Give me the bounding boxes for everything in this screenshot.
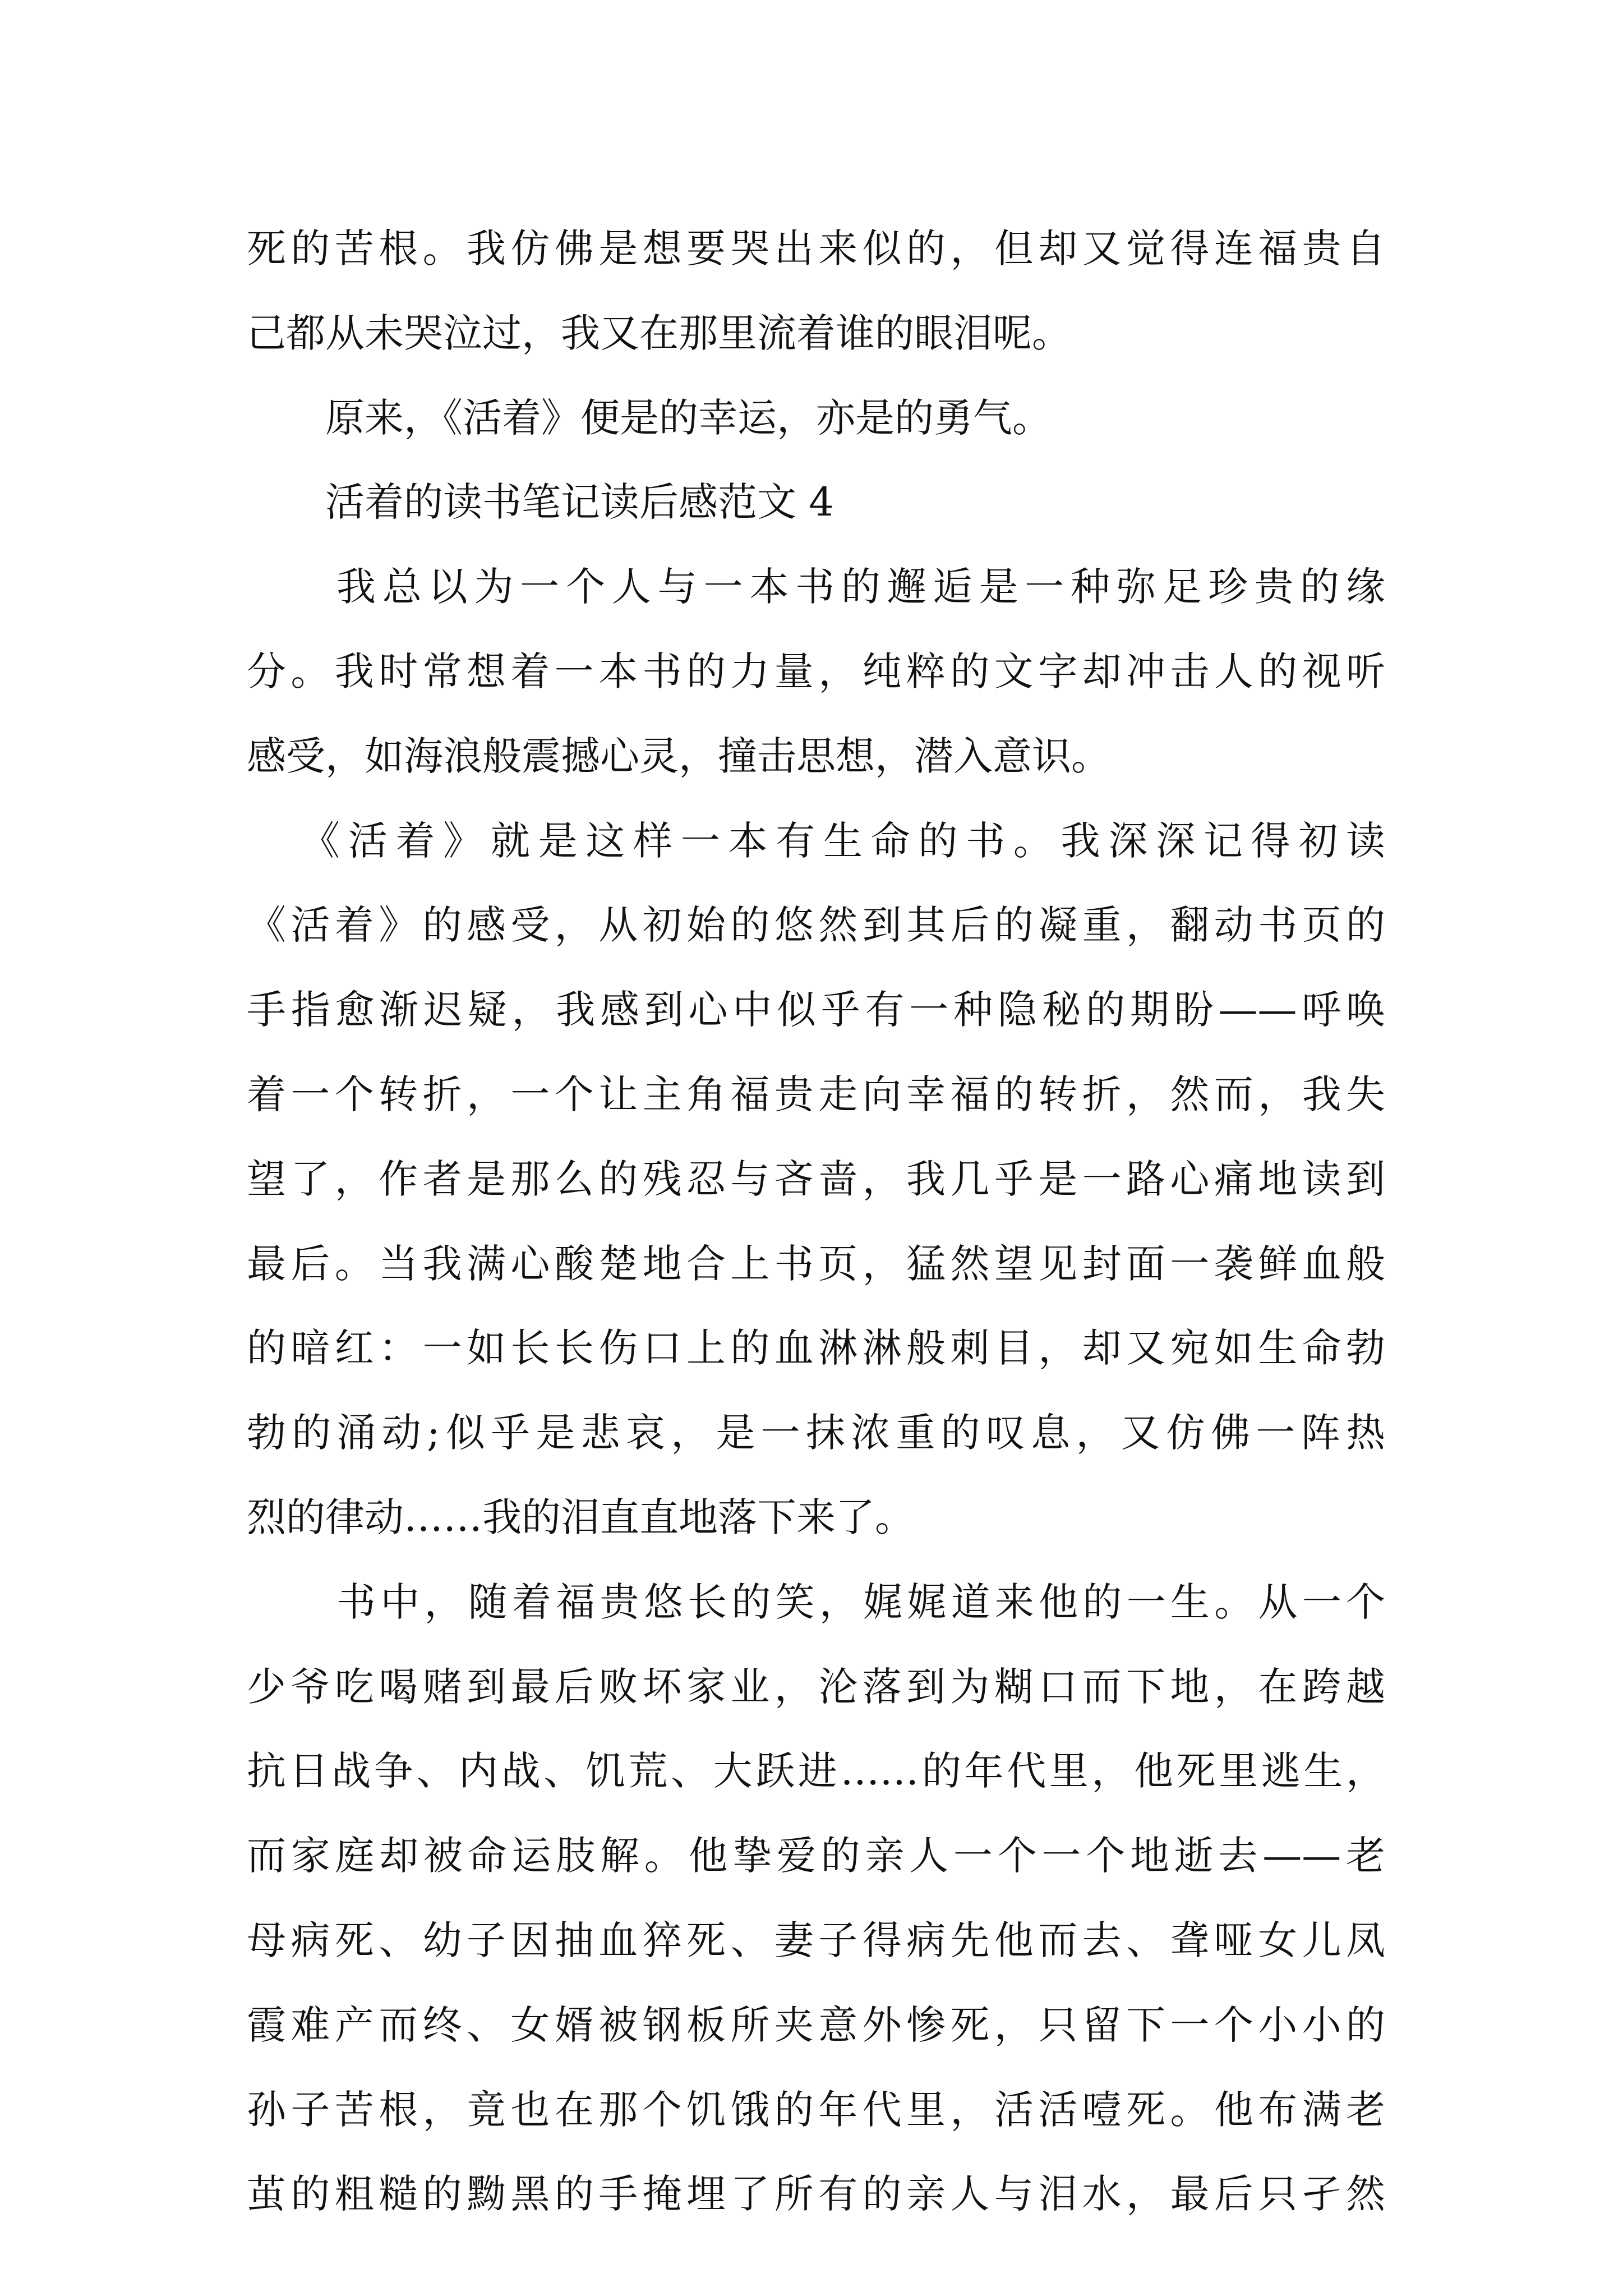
text-line: 《活着》的感受，从初始的悠然到其后的凝重，翻动书页的 bbox=[247, 902, 1385, 949]
text-line: 茧的粗糙的黝黑的手掩埋了所有的亲人与泪水，最后只孑然 bbox=[247, 2171, 1385, 2217]
text-line: 望了，作者是那么的残忍与吝啬，我几乎是一路心痛地读到 bbox=[247, 1156, 1385, 1202]
text-line: 最后。当我满心酸楚地合上书页，猛然望见封面一袭鲜血般 bbox=[247, 1240, 1385, 1287]
text-line: 孙子苦根，竟也在那个饥饿的年代里，活活噎死。他布满老 bbox=[247, 2086, 1385, 2133]
paragraph-line: 原来，《活着》便是的幸运，亦是的勇气。 bbox=[325, 394, 1052, 441]
paragraph-line: 书中，随着福贵悠长的笑，娓娓道来他的一生。从一个 bbox=[336, 1579, 1385, 1625]
text-line: 抗日战争、内战、饥荒、大跃进……的年代里，他死里逃生， bbox=[247, 1748, 1385, 1795]
text-line: 勃的涌动;似乎是悲哀，是一抹浓重的叹息，又仿佛一阵热 bbox=[247, 1410, 1385, 1456]
text-line: 分。我时常想着一本书的力量，纯粹的文字却冲击人的视听 bbox=[247, 648, 1385, 694]
paragraph-line: 《活着》就是这样一本有生命的书。我深深记得初读 bbox=[301, 817, 1385, 864]
text-line: 母病死、幼子因抽血猝死、妻子得病先他而去、聋哑女儿凤 bbox=[247, 1917, 1385, 1963]
body-text bbox=[247, 206, 1385, 2237]
text-line: 己都从未哭泣过，我又在那里流着谁的眼泪呢。 bbox=[247, 310, 1071, 356]
text-line: 而家庭却被命运肢解。他挚爱的亲人一个一个地逝去——老 bbox=[247, 1833, 1385, 1879]
section-heading: 活着的读书笔记读后感范文 4 bbox=[325, 479, 834, 526]
text-line: 着一个转折，一个让主角福贵走向幸福的转折，然而，我失 bbox=[247, 1071, 1385, 1117]
text-line: 烈的律动……我的泪直直地落下来了。 bbox=[247, 1494, 914, 1540]
text-line: 手指愈渐迟疑，我感到心中似乎有一种隐秘的期盼——呼唤 bbox=[247, 987, 1385, 1033]
text-line: 感受，如海浪般震撼心灵，撞击思想，潜入意识。 bbox=[247, 733, 1110, 779]
text-line: 的暗红：一如长长伤口上的血淋淋般刺目，却又宛如生命勃 bbox=[247, 1325, 1385, 1372]
text-line: 霞难产而终、女婿被钢板所夹意外惨死，只留下一个小小的 bbox=[247, 2001, 1385, 2048]
text-line: 少爷吃喝赌到最后败坏家业，沦落到为糊口而下地，在跨越 bbox=[247, 1663, 1385, 1710]
paragraph-line: 我总以为一个人与一本书的邂逅是一种弥足珍贵的缘 bbox=[336, 564, 1385, 610]
text-line: 死的苦根。我仿佛是想要哭出来似的，但却又觉得连福贵自 bbox=[247, 226, 1385, 272]
